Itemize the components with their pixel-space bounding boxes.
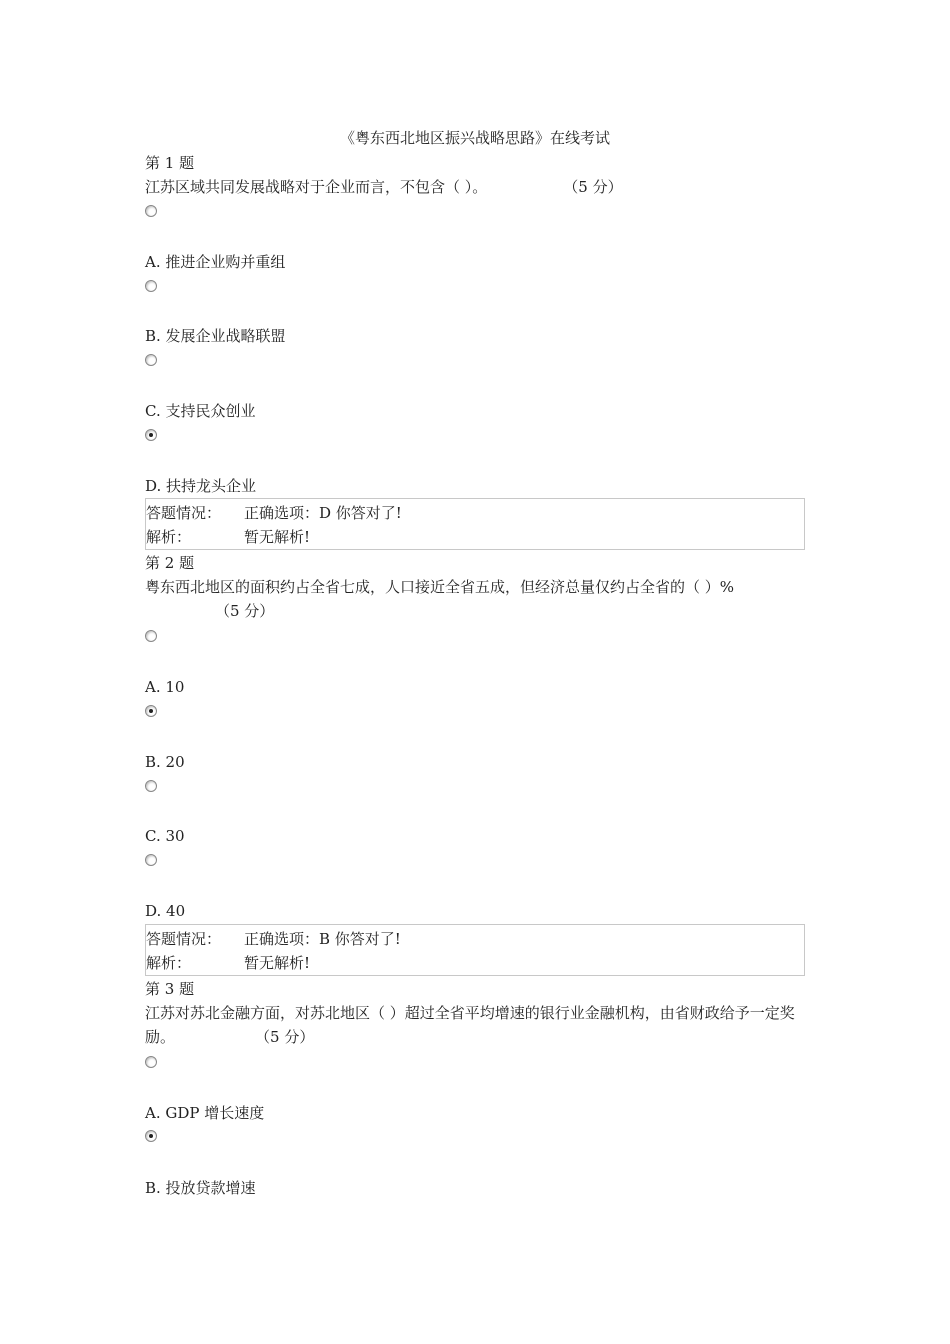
- question-3: [145, 977, 807, 1049]
- radio-2c[interactable]: [145, 780, 807, 792]
- question-stem: 粤东西北地区的面积约占全省七成，人口接近全省五成，但经济总量仅约占全省的（ ）%: [145, 578, 735, 596]
- radio-1a[interactable]: [145, 205, 807, 217]
- analysis-value: 暂无解析!: [244, 954, 311, 972]
- question-text: [145, 175, 807, 199]
- option-label: C. 支持民众创业: [145, 402, 256, 420]
- option-label: B. 投放贷款增速: [145, 1179, 256, 1197]
- question-score: （5 分）: [563, 178, 623, 196]
- option-label: A. 推进企业购并重组: [145, 253, 286, 271]
- answer-box: [145, 924, 807, 976]
- radio-button-selected[interactable]: [145, 429, 157, 441]
- question-text: [145, 1001, 807, 1049]
- answer-status-value: 正确选项：B 你答对了!: [244, 930, 401, 948]
- answer-status-value: 正确选项：D 你答对了!: [244, 504, 402, 522]
- radio-1c[interactable]: [145, 354, 807, 366]
- radio-button[interactable]: [145, 354, 157, 366]
- analysis-label: 解析：: [146, 528, 192, 546]
- question-number: 第 2 题: [145, 554, 195, 572]
- question-number: 第 3 题: [145, 980, 195, 998]
- exam-title: 《粤东西北地区振兴战略思路》在线考试: [339, 129, 610, 147]
- question-score: （5 分）: [215, 602, 275, 620]
- analysis-label: 解析：: [146, 954, 192, 972]
- radio-button[interactable]: [145, 205, 157, 217]
- radio-button[interactable]: [145, 854, 157, 866]
- answer-box: [145, 498, 807, 550]
- question-stem: 江苏对苏北金融方面，对苏北地区（ ）超过全省平均增速的银行业金融机构，由省财政给予一定奖励。: [145, 1004, 795, 1046]
- radio-3b[interactable]: [145, 1130, 807, 1142]
- question-2: [145, 551, 807, 623]
- option-label: B. 20: [145, 753, 185, 771]
- radio-1b[interactable]: [145, 280, 807, 292]
- radio-button-selected[interactable]: [145, 705, 157, 717]
- option-label: A. 10: [145, 678, 185, 696]
- radio-button[interactable]: [145, 780, 157, 792]
- option-label: D. 40: [145, 902, 186, 920]
- question-stem: 江苏区域共同发展战略对于企业而言，不包含（ ）。: [145, 178, 488, 196]
- answer-status-label: 答题情况：: [146, 930, 222, 948]
- answer-status-label: 答题情况：: [146, 504, 222, 522]
- option-label: D. 扶持龙头企业: [145, 477, 257, 495]
- radio-2b[interactable]: [145, 705, 807, 717]
- radio-button[interactable]: [145, 1056, 157, 1068]
- radio-2a[interactable]: [145, 630, 807, 642]
- radio-button[interactable]: [145, 280, 157, 292]
- question-score: （5 分）: [255, 1028, 315, 1046]
- radio-2d[interactable]: [145, 854, 807, 866]
- radio-button-selected[interactable]: [145, 1130, 157, 1142]
- radio-button[interactable]: [145, 630, 157, 642]
- analysis-value: 暂无解析!: [244, 528, 311, 546]
- option-label: C. 30: [145, 827, 185, 845]
- question-1: [145, 151, 807, 199]
- radio-3a[interactable]: [145, 1056, 807, 1068]
- option-label: A. GDP 增长速度: [145, 1104, 265, 1122]
- question-number: 第 1 题: [145, 154, 195, 172]
- radio-1d[interactable]: [145, 429, 807, 441]
- option-label: B. 发展企业战略联盟: [145, 327, 286, 345]
